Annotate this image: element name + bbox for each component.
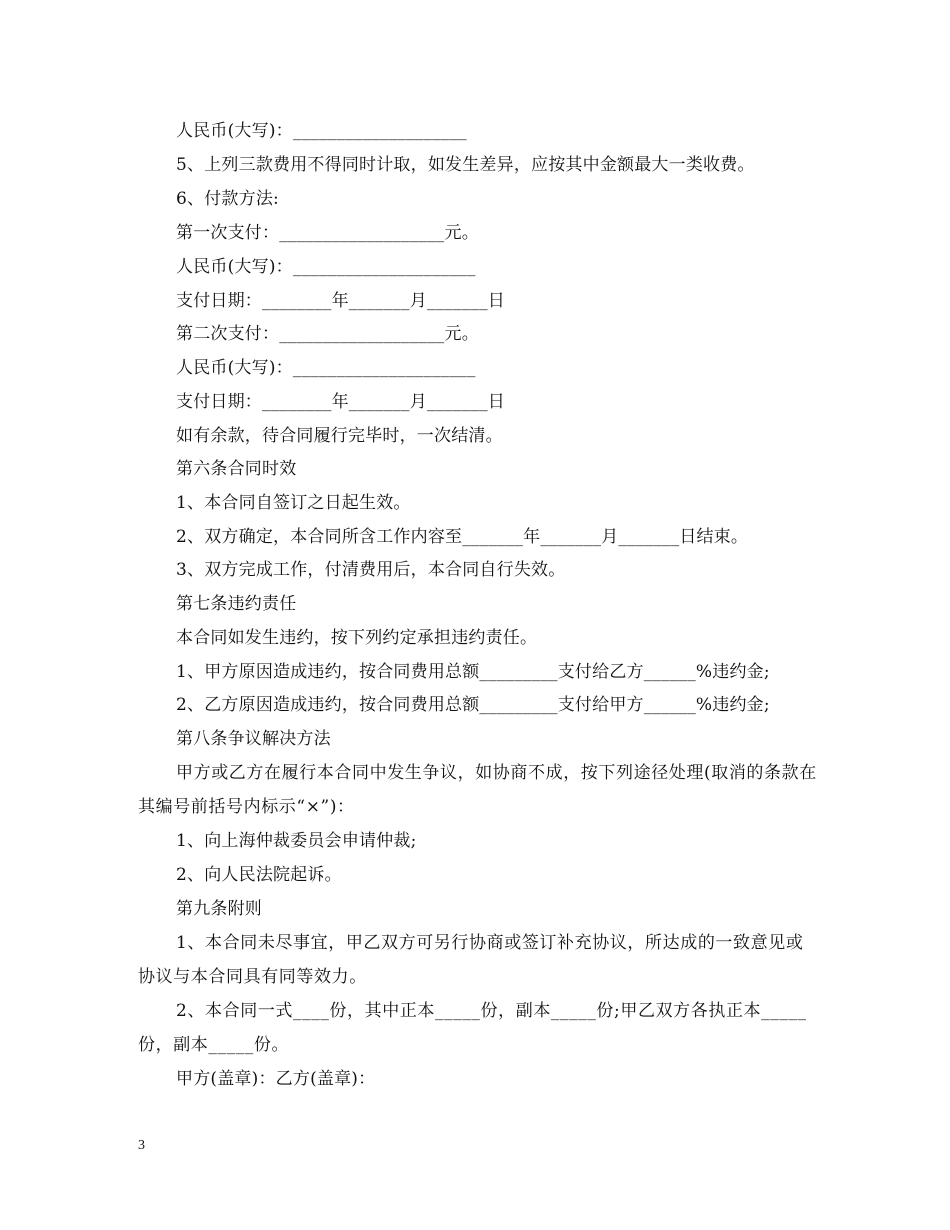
text-line-breach-party-b: 2、乙方原因造成违约，按合同费用总额_________支付给甲方______%违约金; bbox=[176, 695, 770, 715]
text-line-first-payment: 第一次支付：___________________元。 bbox=[176, 223, 479, 243]
text-line-balance: 如有余款，待合同履行完毕时，一次结清。 bbox=[176, 426, 503, 446]
text-line-second-payment: 第二次支付：___________________元。 bbox=[176, 324, 479, 344]
section-heading-article-8: 第八条争议解决方法 bbox=[176, 729, 331, 749]
text-line-arbitration: 1、向上海仲裁委员会申请仲裁; bbox=[176, 831, 417, 851]
text-line-expiry: 3、双方完成工作，付清费用后，本合同自行失效。 bbox=[176, 560, 566, 580]
section-heading-article-6: 第六条合同时效 bbox=[176, 459, 297, 479]
text-line-rmb-daxie-1: 人民币(大写)：____________________ bbox=[176, 121, 467, 141]
text-line-rmb-daxie-2: 人民币(大写)：_____________________ bbox=[176, 257, 476, 277]
text-line-payment-date-2: 支付日期：________年_______月_______日 bbox=[176, 392, 505, 412]
text-line-breach-intro: 本合同如发生违约，按下列约定承担违约责任。 bbox=[176, 628, 538, 648]
text-line-breach-party-a: 1、甲方原因造成违约，按合同费用总额_________支付给乙方______%违约金; bbox=[176, 662, 770, 682]
page-number: 3 bbox=[138, 1138, 145, 1153]
section-heading-article-9: 第九条附则 bbox=[176, 899, 262, 919]
text-line-rmb-daxie-3: 人民币(大写)：_____________________ bbox=[176, 358, 476, 378]
text-line-payment-date-1: 支付日期：________年_______月_______日 bbox=[176, 291, 505, 311]
text-line-court: 2、向人民法院起诉。 bbox=[176, 865, 342, 885]
paragraph-dispute-resolution: 甲方或乙方在履行本合同中发生争议，如协商不成，按下列途径处理(取消的条款在其编号前括号内标示“×”)： bbox=[138, 763, 817, 817]
section-heading-article-7: 第七条违约责任 bbox=[176, 594, 297, 614]
text-line-payment-method: 6、付款方法: bbox=[176, 189, 279, 209]
text-line-end-date: 2、双方确定，本合同所含工作内容至_______年_______月_______日结束。 bbox=[176, 527, 749, 547]
text-line-effective: 1、本合同自签订之日起生效。 bbox=[176, 493, 411, 513]
paragraph-supplementary-agreement: 1、本合同未尽事宜，甲乙双方可另行协商或签订补充协议，所达成的一致意见或协议与本合同具有同等效力。 bbox=[138, 933, 804, 987]
signature-line: 甲方(盖章)：乙方(盖章)： bbox=[176, 1069, 376, 1089]
text-line-fee-rule: 5、上列三款费用不得同时计取，如发生差异，应按其中金额最大一类收费。 bbox=[176, 155, 755, 175]
paragraph-copies: 2、本合同一式____份，其中正本_____份，副本_____份;甲乙双方各执正本_____份，副本_____份。 bbox=[138, 1001, 807, 1055]
